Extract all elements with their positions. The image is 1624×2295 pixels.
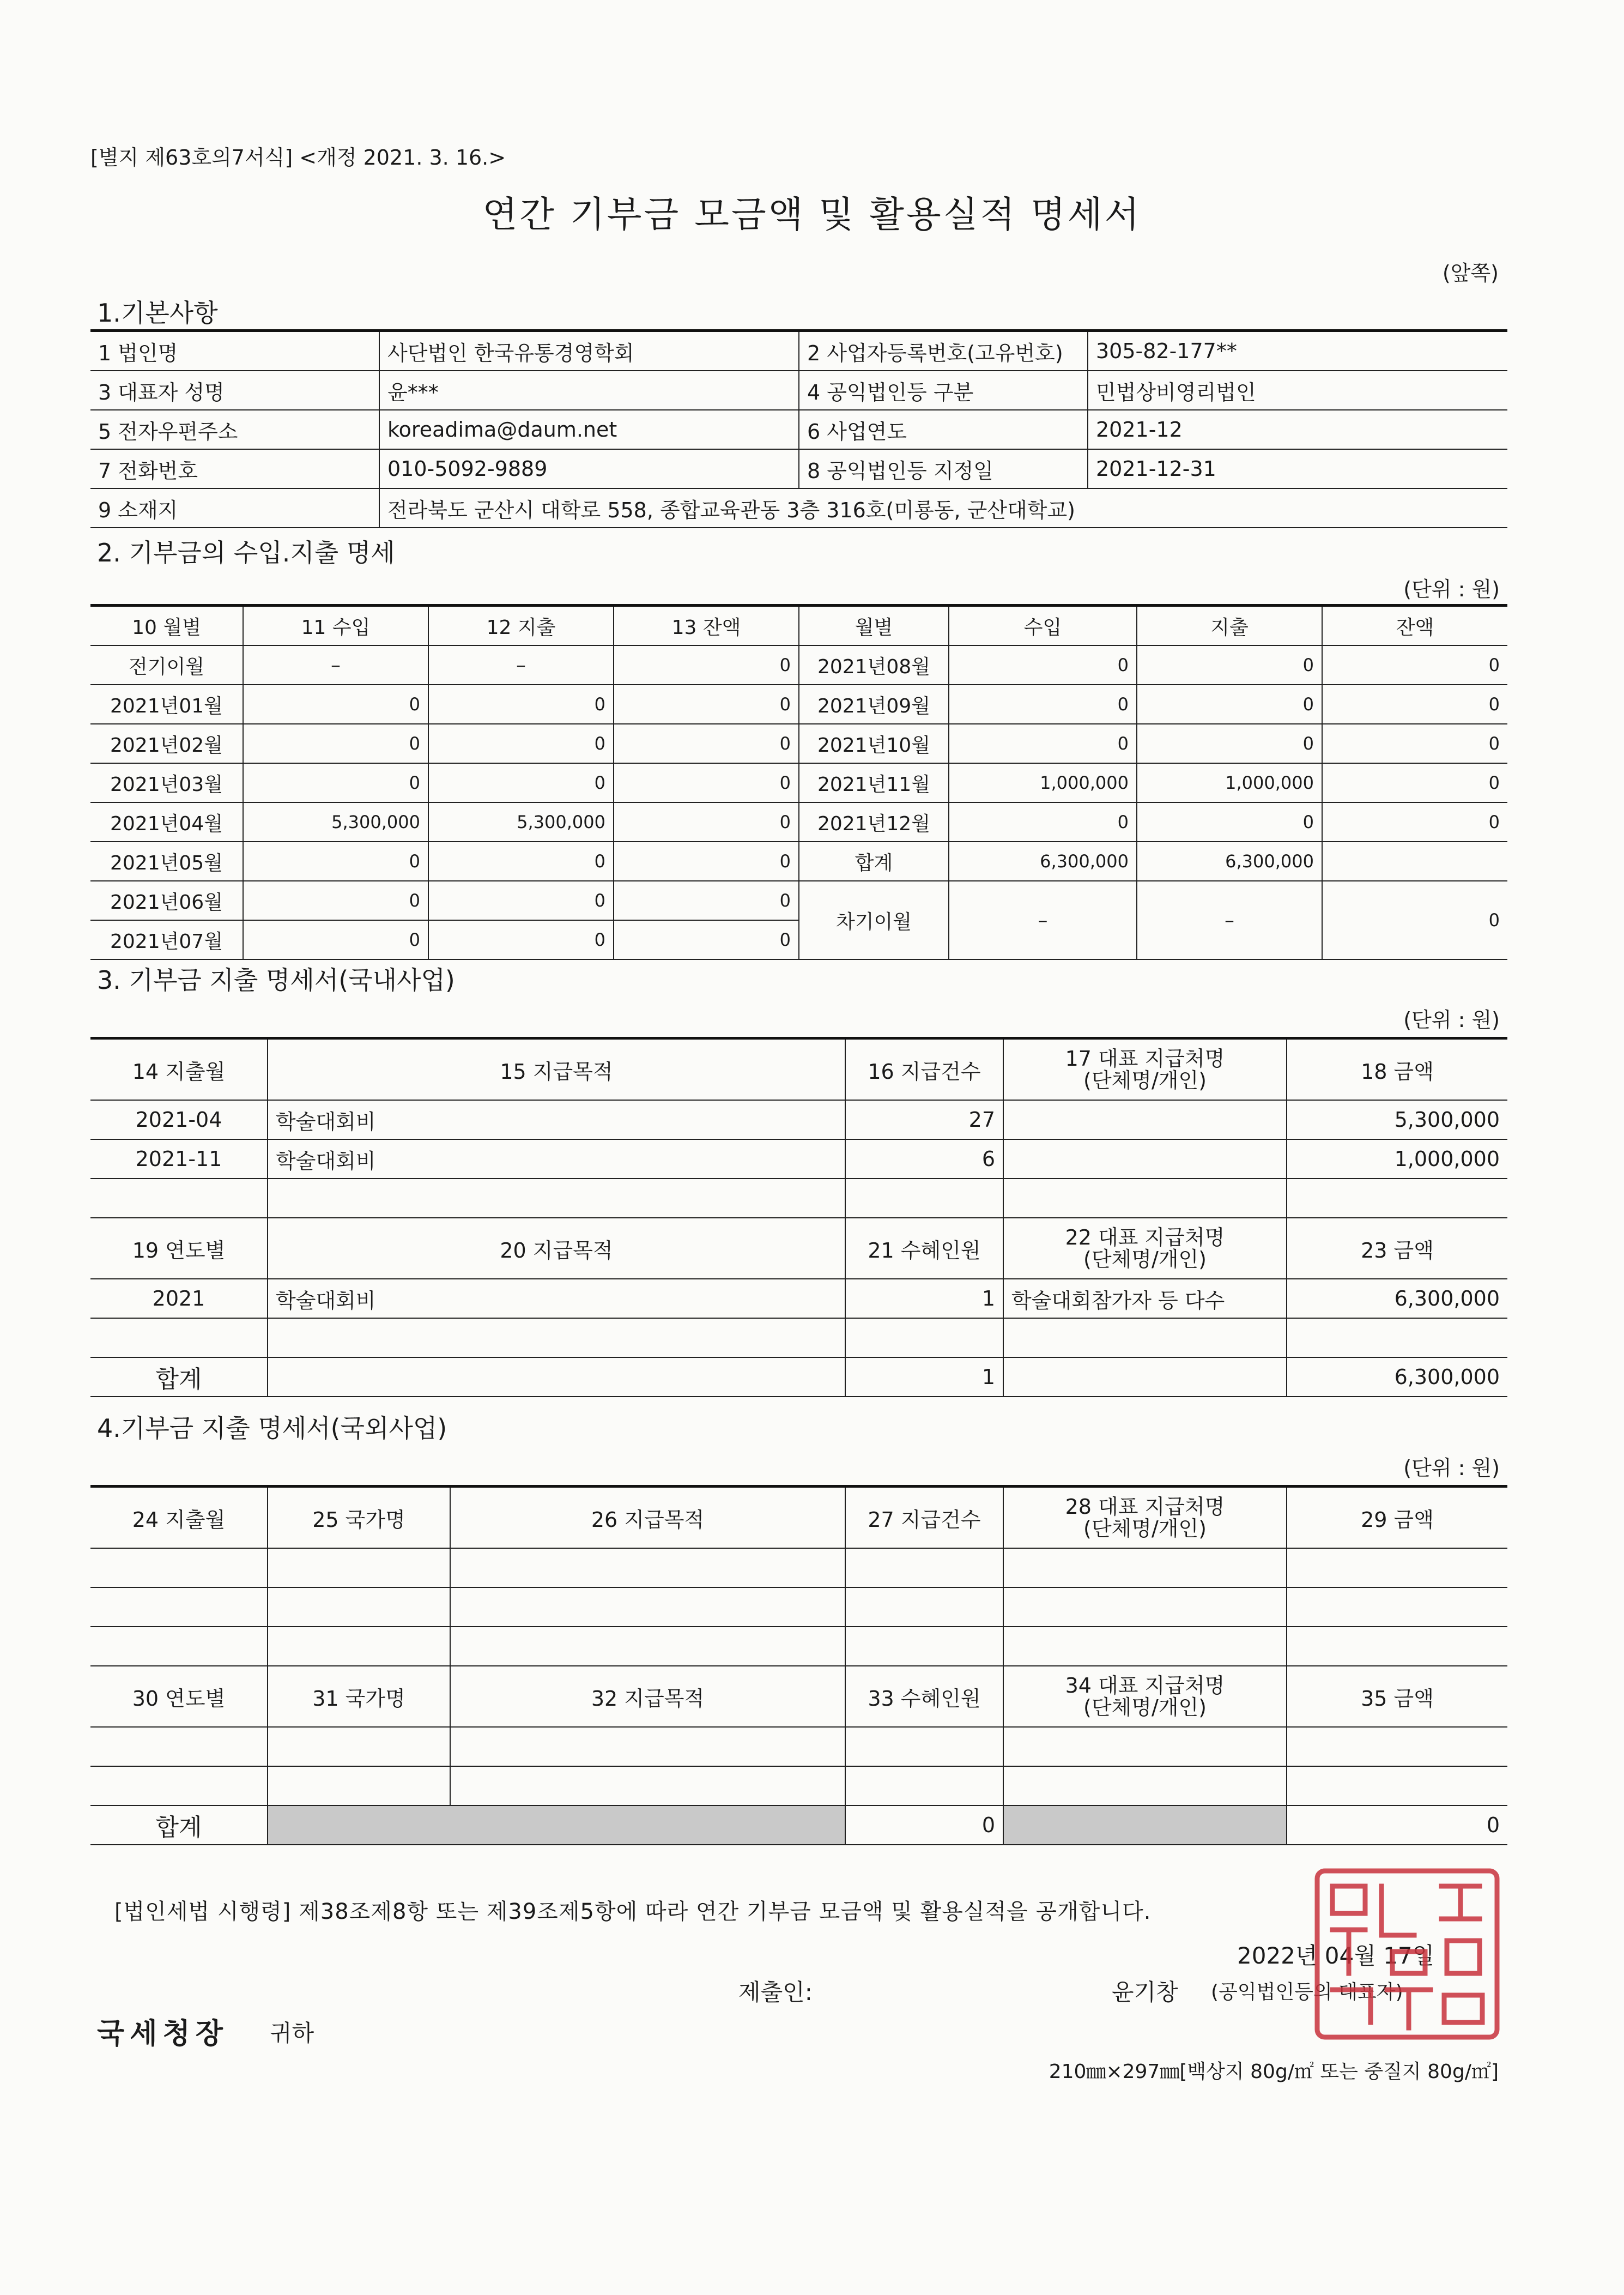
overseas-expense-table: [90, 1485, 1507, 1845]
empty-cell: [1003, 1587, 1287, 1627]
total-label: 합계: [90, 1357, 268, 1397]
empty-cell: [268, 1548, 450, 1587]
legal-notice: [법인세법 시행령] 제38조제8항 또는 제39조제5항에 따라 연간 기부금 모금액 및 활용실적을 공개합니다.: [114, 1899, 1152, 1924]
cell-label: 5 전자우편주소: [90, 410, 379, 449]
cell-label: 4 공익법인등 구분: [799, 371, 1088, 410]
table-row: [90, 1179, 1507, 1218]
header-month: 월별: [799, 606, 949, 646]
income-total: 6,300,000: [949, 842, 1137, 881]
amount-cell: 1,000,000: [1287, 1139, 1507, 1179]
income-cell: 0: [243, 763, 428, 802]
header-purpose: 15 지급목적: [268, 1038, 845, 1101]
empty-cell: [268, 1627, 450, 1666]
recipient-cell: 학술대회참가자 등 다수: [1003, 1279, 1287, 1318]
month-cell: 2021년11월: [799, 763, 949, 802]
header-recipient-line1: 17 대표 지급처명: [1065, 1047, 1225, 1071]
empty-cell: [1003, 1548, 1287, 1587]
expense-cell: 0: [1137, 802, 1322, 842]
header-recipient-line1: 34 대표 지급처명: [1065, 1674, 1225, 1698]
unit-label: (단위 : 원): [1403, 1456, 1500, 1480]
expense-cell: 0: [1137, 645, 1322, 685]
expense-cell: 0: [428, 685, 614, 724]
empty-cell: [845, 1627, 1003, 1666]
total-recipient: [1003, 1357, 1287, 1397]
month-cell: 2021-04: [90, 1100, 268, 1139]
empty-cell: [450, 1766, 845, 1805]
cell-label: 3 대표자 성명: [90, 371, 379, 410]
balance-cell: 0: [614, 685, 799, 724]
paper-spec: 210㎜×297㎜[백상지 80g/㎡ 또는 중질지 80g/㎡]: [1049, 2061, 1499, 2083]
table-header-row: [90, 1487, 1507, 1549]
cell-value: 민법상비영리법인: [1088, 371, 1507, 410]
table-row: [90, 331, 1507, 371]
table-row: [90, 1627, 1507, 1666]
income-cell: 1,000,000: [949, 763, 1137, 802]
income-cell: 0: [949, 802, 1137, 842]
empty-cell: [1287, 1179, 1507, 1218]
empty-cell: [845, 1548, 1003, 1587]
table-header-row: [90, 606, 1507, 646]
section-4-title: 4.기부금 지출 명세서(국외사업): [97, 1414, 447, 1443]
total-shaded-cell: [268, 1805, 845, 1845]
balance-cell: 0: [614, 842, 799, 881]
income-cell: –: [243, 645, 428, 685]
cell-value: 사단법인 한국유통경영학회: [379, 331, 799, 371]
expense-cell: 0: [428, 724, 614, 763]
cell-value: 305-82-177**: [1088, 331, 1507, 371]
recipient-office: 국세청장: [97, 2018, 228, 2050]
empty-cell: [1003, 1766, 1287, 1805]
section-3-title: 3. 기부금 지출 명세서(국내사업): [97, 965, 455, 995]
header-recipient: [1003, 1038, 1287, 1101]
month-cell: 2021-11: [90, 1139, 268, 1179]
income-cell: 0: [243, 724, 428, 763]
recipient-cell: [1003, 1139, 1287, 1179]
header-year: 30 연도별: [90, 1666, 268, 1727]
income-cell: 0: [243, 881, 428, 920]
balance-cell: 0: [1322, 645, 1507, 685]
total-row: [90, 1805, 1507, 1845]
month-cell: 2021년08월: [799, 645, 949, 685]
header-count: 16 지급건수: [845, 1038, 1003, 1101]
header-month: 14 지출월: [90, 1038, 268, 1101]
carry-forward-label: 차기이월: [799, 881, 949, 959]
section-2-title: 2. 기부금의 수입.지출 명세: [97, 538, 395, 567]
recipient-cell: [1003, 1100, 1287, 1139]
header-income: 수입: [949, 606, 1137, 646]
empty-cell: [1287, 1318, 1507, 1357]
submitter-name: 윤기창: [1112, 1979, 1178, 2006]
balance-cell: 0: [614, 724, 799, 763]
table-row: [90, 645, 1507, 685]
table-row: [90, 1279, 1507, 1318]
cell-label: 2 사업자등록번호(고유번호): [799, 331, 1088, 371]
empty-cell: [1003, 1627, 1287, 1666]
empty-cell: [1287, 1766, 1507, 1805]
income-cell: 0: [243, 685, 428, 724]
empty-cell: [1003, 1179, 1287, 1218]
month-cell: 2021년02월: [90, 724, 243, 763]
submitter-role: (공익법인등의 대표자): [1211, 1981, 1403, 2003]
table-row: [90, 1587, 1507, 1627]
purpose-cell: 학술대회비: [268, 1279, 845, 1318]
expense-cell: 0: [428, 920, 614, 959]
expense-cell: 0: [428, 842, 614, 881]
header-country: 25 국가명: [268, 1487, 450, 1549]
carry-forward-balance: 0: [1322, 881, 1507, 959]
month-cell: 2021년03월: [90, 763, 243, 802]
header-balance: 잔액: [1322, 606, 1507, 646]
balance-total: [1322, 842, 1507, 881]
balance-cell: 0: [1322, 685, 1507, 724]
document-title: 연간 기부금 모금액 및 활용실적 명세서: [482, 194, 1142, 235]
purpose-cell: 학술대회비: [268, 1139, 845, 1179]
header-country: 31 국가명: [268, 1666, 450, 1727]
expense-cell: 0: [428, 881, 614, 920]
count-cell: 6: [845, 1139, 1003, 1179]
header-month: 24 지출월: [90, 1487, 268, 1549]
empty-cell: [268, 1766, 450, 1805]
table-row: [90, 488, 1507, 528]
table-row: [90, 881, 1507, 920]
basic-info-table: [90, 329, 1507, 528]
table-row: [90, 685, 1507, 724]
total-label: 합계: [799, 842, 949, 881]
balance-cell: 0: [614, 763, 799, 802]
table-row: [90, 1548, 1507, 1587]
empty-cell: [1003, 1318, 1287, 1357]
total-beneficiaries: 1: [845, 1357, 1003, 1397]
cell-label: 6 사업연도: [799, 410, 1088, 449]
empty-cell: [1287, 1587, 1507, 1627]
header-recipient: [1003, 1218, 1287, 1279]
empty-cell: [845, 1587, 1003, 1627]
empty-cell: [845, 1727, 1003, 1766]
table-row: [90, 724, 1507, 763]
cell-label: 7 전화번호: [90, 449, 379, 488]
empty-cell: [90, 1727, 268, 1766]
empty-cell: [845, 1766, 1003, 1805]
header-recipient-line2: (단체명/개인): [1083, 1068, 1207, 1092]
balance-cell: 0: [614, 881, 799, 920]
month-cell: 2021년07월: [90, 920, 243, 959]
empty-cell: [90, 1587, 268, 1627]
empty-cell: [1287, 1727, 1507, 1766]
empty-cell: [90, 1179, 268, 1218]
income-cell: 0: [949, 685, 1137, 724]
empty-cell: [845, 1179, 1003, 1218]
table-row: [90, 1766, 1507, 1805]
header-recipient-line2: (단체명/개인): [1083, 1695, 1207, 1719]
header-beneficiaries: 21 수혜인원: [845, 1218, 1003, 1279]
table-row: [90, 1139, 1507, 1179]
section-1-title: 1.기본사항: [97, 298, 218, 328]
empty-cell: [268, 1179, 845, 1218]
income-cell: 0: [243, 842, 428, 881]
expense-cell: 5,300,000: [428, 802, 614, 842]
header-recipient-line2: (단체명/개인): [1083, 1247, 1207, 1271]
income-cell: 0: [949, 645, 1137, 685]
empty-cell: [268, 1318, 845, 1357]
submitter-label: 제출인:: [738, 1979, 813, 2006]
header-beneficiaries: 33 수혜인원: [845, 1666, 1003, 1727]
empty-cell: [1003, 1727, 1287, 1766]
month-cell: 2021년10월: [799, 724, 949, 763]
amount-cell: 5,300,000: [1287, 1100, 1507, 1139]
month-cell: 2021년06월: [90, 881, 243, 920]
total-shaded-cell: [1003, 1805, 1287, 1845]
header-purpose: 20 지급목적: [268, 1218, 845, 1279]
cell-label: 1 법인명: [90, 331, 379, 371]
header-amount: 35 금액: [1287, 1666, 1507, 1727]
total-label: 합계: [90, 1805, 268, 1845]
month-cell: 2021년01월: [90, 685, 243, 724]
table-header-row: [90, 1666, 1507, 1727]
header-recipient: [1003, 1666, 1287, 1727]
table-row: [90, 449, 1507, 488]
header-recipient-line1: 28 대표 지급처명: [1065, 1495, 1225, 1519]
table-row: [90, 371, 1507, 410]
page-side-label: (앞쪽): [1442, 261, 1499, 285]
cell-value: 2021-12: [1088, 410, 1507, 449]
balance-cell: 0: [614, 802, 799, 842]
cell-value: koreadima@daum.net: [379, 410, 799, 449]
balance-cell: 0: [1322, 802, 1507, 842]
form-number: [별지 제63호의7서식] <개정 2021. 3. 16.>: [90, 146, 506, 170]
cell-label: 9 소재지: [90, 488, 379, 528]
balance-cell: 0: [614, 920, 799, 959]
header-recipient: [1003, 1487, 1287, 1549]
year-cell: 2021: [90, 1279, 268, 1318]
expense-cell: –: [428, 645, 614, 685]
empty-cell: [1287, 1627, 1507, 1666]
cell-value: 2021-12-31: [1088, 449, 1507, 488]
month-cell: 2021년05월: [90, 842, 243, 881]
header-recipient-line2: (단체명/개인): [1083, 1517, 1207, 1541]
header-purpose: 32 지급목적: [450, 1666, 845, 1727]
header-amount: 18 금액: [1287, 1038, 1507, 1101]
table-row: [90, 802, 1507, 842]
header-balance: 13 잔액: [614, 606, 799, 646]
table-row: [90, 763, 1507, 802]
empty-cell: [450, 1548, 845, 1587]
balance-cell: 0: [614, 645, 799, 685]
empty-cell: [450, 1627, 845, 1666]
total-amount: 6,300,000: [1287, 1357, 1507, 1397]
beneficiaries-cell: 1: [845, 1279, 1003, 1318]
empty-cell: [1287, 1548, 1507, 1587]
table-row: [90, 842, 1507, 881]
month-cell: 2021년04월: [90, 802, 243, 842]
table-row: [90, 1727, 1507, 1766]
unit-label: (단위 : 원): [1403, 1008, 1500, 1032]
empty-cell: [90, 1318, 268, 1357]
header-expense: 12 지출: [428, 606, 614, 646]
header-recipient-line1: 22 대표 지급처명: [1065, 1225, 1225, 1249]
count-cell: 27: [845, 1100, 1003, 1139]
purpose-cell: 학술대회비: [268, 1100, 845, 1139]
empty-cell: [90, 1627, 268, 1666]
table-header-row: [90, 1218, 1507, 1279]
month-cell: 2021년12월: [799, 802, 949, 842]
table-row: [90, 410, 1507, 449]
domestic-expense-table: [90, 1037, 1507, 1397]
month-cell: 전기이월: [90, 645, 243, 685]
empty-cell: [90, 1548, 268, 1587]
expense-cell: 1,000,000: [1137, 763, 1322, 802]
expense-cell: 0: [428, 763, 614, 802]
carry-forward-expense: –: [1137, 881, 1322, 959]
empty-cell: [268, 1587, 450, 1627]
empty-cell: [90, 1766, 268, 1805]
empty-cell: [845, 1318, 1003, 1357]
amount-cell: 6,300,000: [1287, 1279, 1507, 1318]
month-cell: 2021년09월: [799, 685, 949, 724]
expense-cell: 0: [1137, 685, 1322, 724]
header-amount: 29 금액: [1287, 1487, 1507, 1549]
recipient-honorific: 귀하: [270, 2020, 314, 2046]
income-cell: 0: [949, 724, 1137, 763]
header-count: 27 지급건수: [845, 1487, 1003, 1549]
income-cell: 5,300,000: [243, 802, 428, 842]
carry-forward-income: –: [949, 881, 1137, 959]
header-income: 11 수입: [243, 606, 428, 646]
cell-value: 윤***: [379, 371, 799, 410]
header-year: 19 연도별: [90, 1218, 268, 1279]
balance-cell: 0: [1322, 724, 1507, 763]
table-header-row: [90, 1038, 1507, 1101]
submission-date: 2022년 04월 17일: [1237, 1942, 1435, 1969]
header-purpose: 26 지급목적: [450, 1487, 845, 1549]
income-cell: 0: [243, 920, 428, 959]
header-month: 10 월별: [90, 606, 243, 646]
empty-cell: [450, 1587, 845, 1627]
total-purpose: [268, 1357, 845, 1397]
address-value: 전라북도 군산시 대학로 558, 종합교육관동 3층 316호(미룡동, 군산대학교): [379, 488, 1507, 528]
empty-cell: [268, 1727, 450, 1766]
empty-cell: [450, 1727, 845, 1766]
cell-label: 8 공익법인등 지정일: [799, 449, 1088, 488]
header-amount: 23 금액: [1287, 1218, 1507, 1279]
total-beneficiaries: 0: [845, 1805, 1003, 1845]
table-row: [90, 1100, 1507, 1139]
unit-label: (단위 : 원): [1403, 577, 1500, 601]
balance-cell: 0: [1322, 763, 1507, 802]
total-row: [90, 1357, 1507, 1397]
total-amount: 0: [1287, 1805, 1507, 1845]
monthly-income-expense-table: [90, 604, 1507, 960]
expense-total: 6,300,000: [1137, 842, 1322, 881]
official-seal-icon: [1311, 1864, 1504, 2044]
table-row: [90, 1318, 1507, 1357]
cell-value: 010-5092-9889: [379, 449, 799, 488]
header-expense: 지출: [1137, 606, 1322, 646]
expense-cell: 0: [1137, 724, 1322, 763]
